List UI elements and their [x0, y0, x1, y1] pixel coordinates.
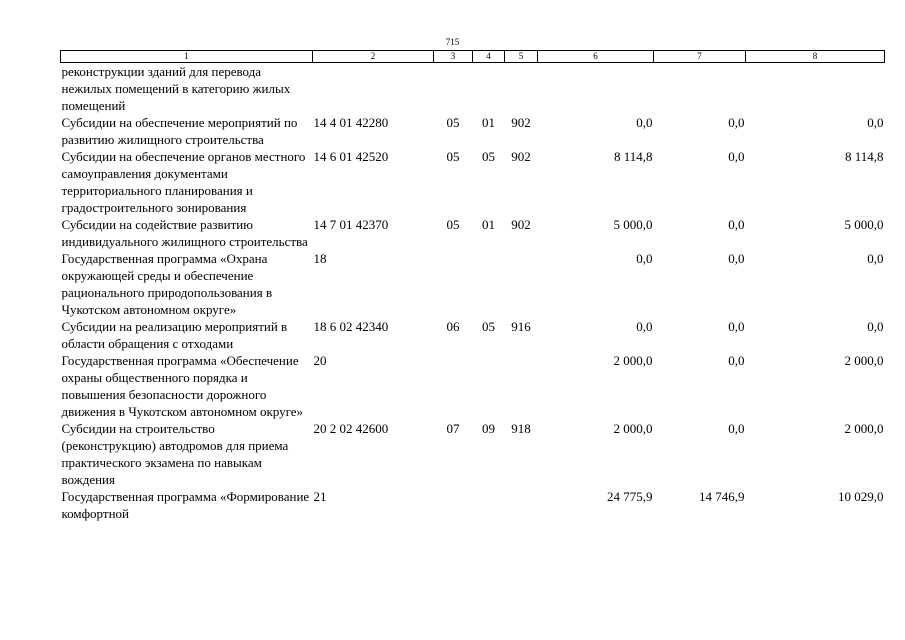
- table-row: [61, 488, 885, 522]
- budget-code-cell: 20 2 02 42600: [313, 421, 389, 436]
- section-cell: [434, 352, 473, 420]
- section-cell: 05: [446, 115, 460, 130]
- subsection-cell: 09: [482, 421, 495, 436]
- column-header: 4: [473, 51, 505, 63]
- column-header: 5: [505, 51, 538, 63]
- amount-col8-cell: [746, 63, 885, 115]
- subsection-cell: [473, 250, 505, 318]
- column-number-header-row: [61, 51, 885, 63]
- row-name-cell: Государственная программа «Формирование комфортной: [61, 489, 310, 521]
- department-cell: 902: [511, 115, 531, 130]
- section-cell: [434, 488, 473, 522]
- department-cell: 902: [511, 149, 531, 164]
- column-header: 2: [313, 51, 434, 63]
- row-name-cell: Государственная программа «Обеспечение охраны общественного порядка и повышения безопасности дорожного движения в Чукотском автономном округе»: [61, 353, 304, 419]
- amount-col8-cell: 2 000,0: [844, 353, 884, 368]
- amount-total-cell: [538, 63, 654, 115]
- amount-col7-cell: 0,0: [728, 217, 745, 232]
- budget-code-cell: 18 6 02 42340: [313, 319, 389, 334]
- subsection-cell: [473, 352, 505, 420]
- row-name-cell: Субсидии на содействие развитию индивидуального жилищного строительства: [61, 217, 308, 249]
- section-cell: 07: [446, 421, 460, 436]
- department-cell: 918: [511, 421, 531, 436]
- subsection-cell: [473, 488, 505, 522]
- table-row: [61, 420, 885, 488]
- row-name-cell: Субсидии на строительство (реконструкцию) автодромов для приема практического экзамена по навыкам вождения: [61, 421, 289, 487]
- budget-code-cell: 18: [313, 251, 327, 266]
- section-cell: [434, 250, 473, 318]
- department-cell: 902: [511, 217, 531, 232]
- section-cell: [434, 63, 473, 115]
- table-row: [61, 148, 885, 216]
- section-cell: 05: [446, 149, 460, 164]
- row-name-cell: реконструкции зданий для перевода нежилых помещений в категорию жилых помещений: [61, 64, 291, 113]
- row-name-cell: Государственная программа «Охрана окружающей среды и обеспечение рационального природопользования в Чукотском автономном округе»: [61, 251, 273, 317]
- column-header: 1: [61, 51, 313, 63]
- budget-code-cell: 21: [313, 489, 327, 504]
- column-header: 3: [434, 51, 473, 63]
- amount-total-cell: 8 114,8: [613, 149, 653, 164]
- amount-col8-cell: 5 000,0: [844, 217, 884, 232]
- department-cell: [505, 488, 538, 522]
- budget-code-cell: 14 4 01 42280: [313, 115, 389, 130]
- table-row: [61, 250, 885, 318]
- amount-col7-cell: 14 746,9: [699, 489, 745, 504]
- column-header: 7: [654, 51, 746, 63]
- table-row: [61, 63, 885, 115]
- subsection-cell: 05: [482, 149, 495, 164]
- row-name-cell: Субсидии на обеспечение мероприятий по развитию жилищного строительства: [61, 115, 298, 147]
- amount-total-cell: 5 000,0: [613, 217, 653, 232]
- table-row: [61, 216, 885, 250]
- amount-col8-cell: 0,0: [867, 251, 884, 266]
- amount-col8-cell: 10 029,0: [838, 489, 884, 504]
- budget-code-cell: [313, 63, 434, 115]
- amount-total-cell: 0,0: [636, 319, 653, 334]
- amount-col7-cell: [654, 63, 746, 115]
- table-row: [61, 318, 885, 352]
- subsection-cell: 01: [482, 217, 495, 232]
- budget-table: [60, 50, 885, 522]
- amount-col8-cell: 0,0: [867, 319, 884, 334]
- column-header: 6: [538, 51, 654, 63]
- table-row: [61, 352, 885, 420]
- amount-col8-cell: 0,0: [867, 115, 884, 130]
- amount-col7-cell: 0,0: [728, 251, 745, 266]
- amount-total-cell: 24 775,9: [607, 489, 653, 504]
- amount-col8-cell: 8 114,8: [844, 149, 884, 164]
- column-header: 8: [746, 51, 885, 63]
- section-cell: 06: [446, 319, 460, 334]
- table-row: [61, 114, 885, 148]
- department-cell: [505, 352, 538, 420]
- section-cell: 05: [446, 217, 460, 232]
- budget-code-cell: 20: [313, 353, 327, 368]
- amount-col8-cell: 2 000,0: [844, 421, 884, 436]
- department-cell: [505, 63, 538, 115]
- subsection-cell: [473, 63, 505, 115]
- amount-col7-cell: 0,0: [728, 421, 745, 436]
- amount-col7-cell: 0,0: [728, 115, 745, 130]
- amount-total-cell: 0,0: [636, 251, 653, 266]
- amount-col7-cell: 0,0: [728, 353, 745, 368]
- amount-total-cell: 0,0: [636, 115, 653, 130]
- budget-code-cell: 14 7 01 42370: [313, 217, 389, 232]
- budget-code-cell: 14 6 01 42520: [313, 149, 389, 164]
- subsection-cell: 05: [482, 319, 495, 334]
- amount-col7-cell: 0,0: [728, 319, 745, 334]
- subsection-cell: 01: [482, 115, 495, 130]
- amount-total-cell: 2 000,0: [613, 421, 653, 436]
- department-cell: [505, 250, 538, 318]
- amount-col7-cell: 0,0: [728, 149, 745, 164]
- department-cell: 916: [511, 319, 531, 334]
- amount-total-cell: 2 000,0: [613, 353, 653, 368]
- row-name-cell: Субсидии на реализацию мероприятий в области обращения с отходами: [61, 319, 288, 351]
- row-name-cell: Субсидии на обеспечение органов местного самоуправления документами территориального планирования и градостроительного зонирования: [61, 149, 306, 215]
- page-number: 715: [445, 37, 460, 47]
